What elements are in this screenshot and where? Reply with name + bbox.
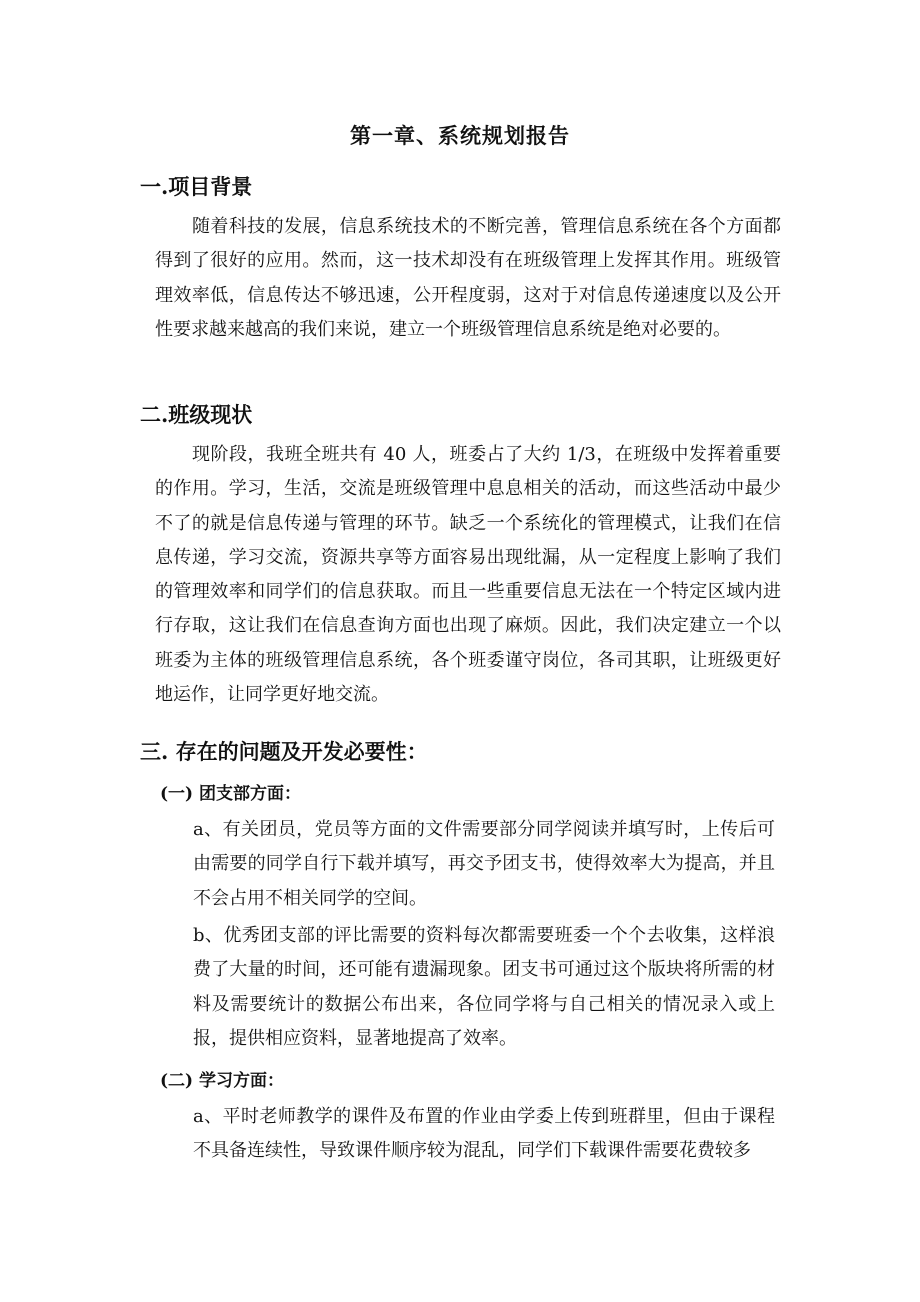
section-heading-class-status: 二.班级现状 [140,402,253,427]
section-heading-problems-necessity: 三. 存在的问题及开发必要性： [140,739,428,764]
list-item: a、平时老师教学的课件及布置的作业由学委上传到班群里，但由于课程不具备连续性，导致课件顺序较为混乱，同学们下载课件需要花费较多 [193,1106,775,1162]
section-paragraph: 现阶段，我班全班共有 40 人，班委占了大约 1/3，在班级中发挥着重要的作用。学习，生活，交流是班级管理中息息相关的活动，而这些活动中最少不了的就是信息传递与管理的环节。缺乏一个系统化的管理模式，让我们在信息传递，学习交流，资源共享等方面容易出现纰漏，从一定程度上影响了我们的管理效率和同学们的信息获取。而且一些重要信息无法在一个特定区域内进行存取，这让我们在信息查询方面也出现了麻烦。因此，我们决定建立一个以班委为主体的班级管理信息系统，各个班委谨守岗位，各司其职，让班级更好地运作，让同学更好地交流。 [155,444,781,706]
section-paragraph: 随着科技的发展，信息系统技术的不断完善，管理信息系统在各个方面都得到了很好的应用。然而，这一技术却没有在班级管理上发挥其作用。班级管理效率低，信息传达不够迅速，公开程度弱，这对于对信息传递速度以及公开性要求越来越高的我们来说，建立一个班级管理信息系统是绝对必要的。 [155,216,781,340]
subsection-heading-league-branch: (一) 团支部方面： [160,784,302,804]
chapter-title: 第一章、系统规划报告 [350,123,570,148]
list-item: b、优秀团支部的评比需要的资料每次都需要班委一个个去收集，这样浪费了大量的时间，还可能有遗漏现象。团支书可通过这个版块将所需的材料及需要统计的数据公布出来，各位同学将与自己相关的情况录入或上报，提供相应资料，显著地提高了效率。 [193,925,775,1049]
subsection-heading-study: (二) 学习方面： [160,1071,285,1091]
list-item: a、有关团员，党员等方面的文件需要部分同学阅读并填写时，上传后可由需要的同学自行下载并填写，再交予团支书，使得效率大为提高，并且不会占用不相关同学的空间。 [193,819,775,909]
section-heading-project-background: 一.项目背景 [140,174,253,199]
